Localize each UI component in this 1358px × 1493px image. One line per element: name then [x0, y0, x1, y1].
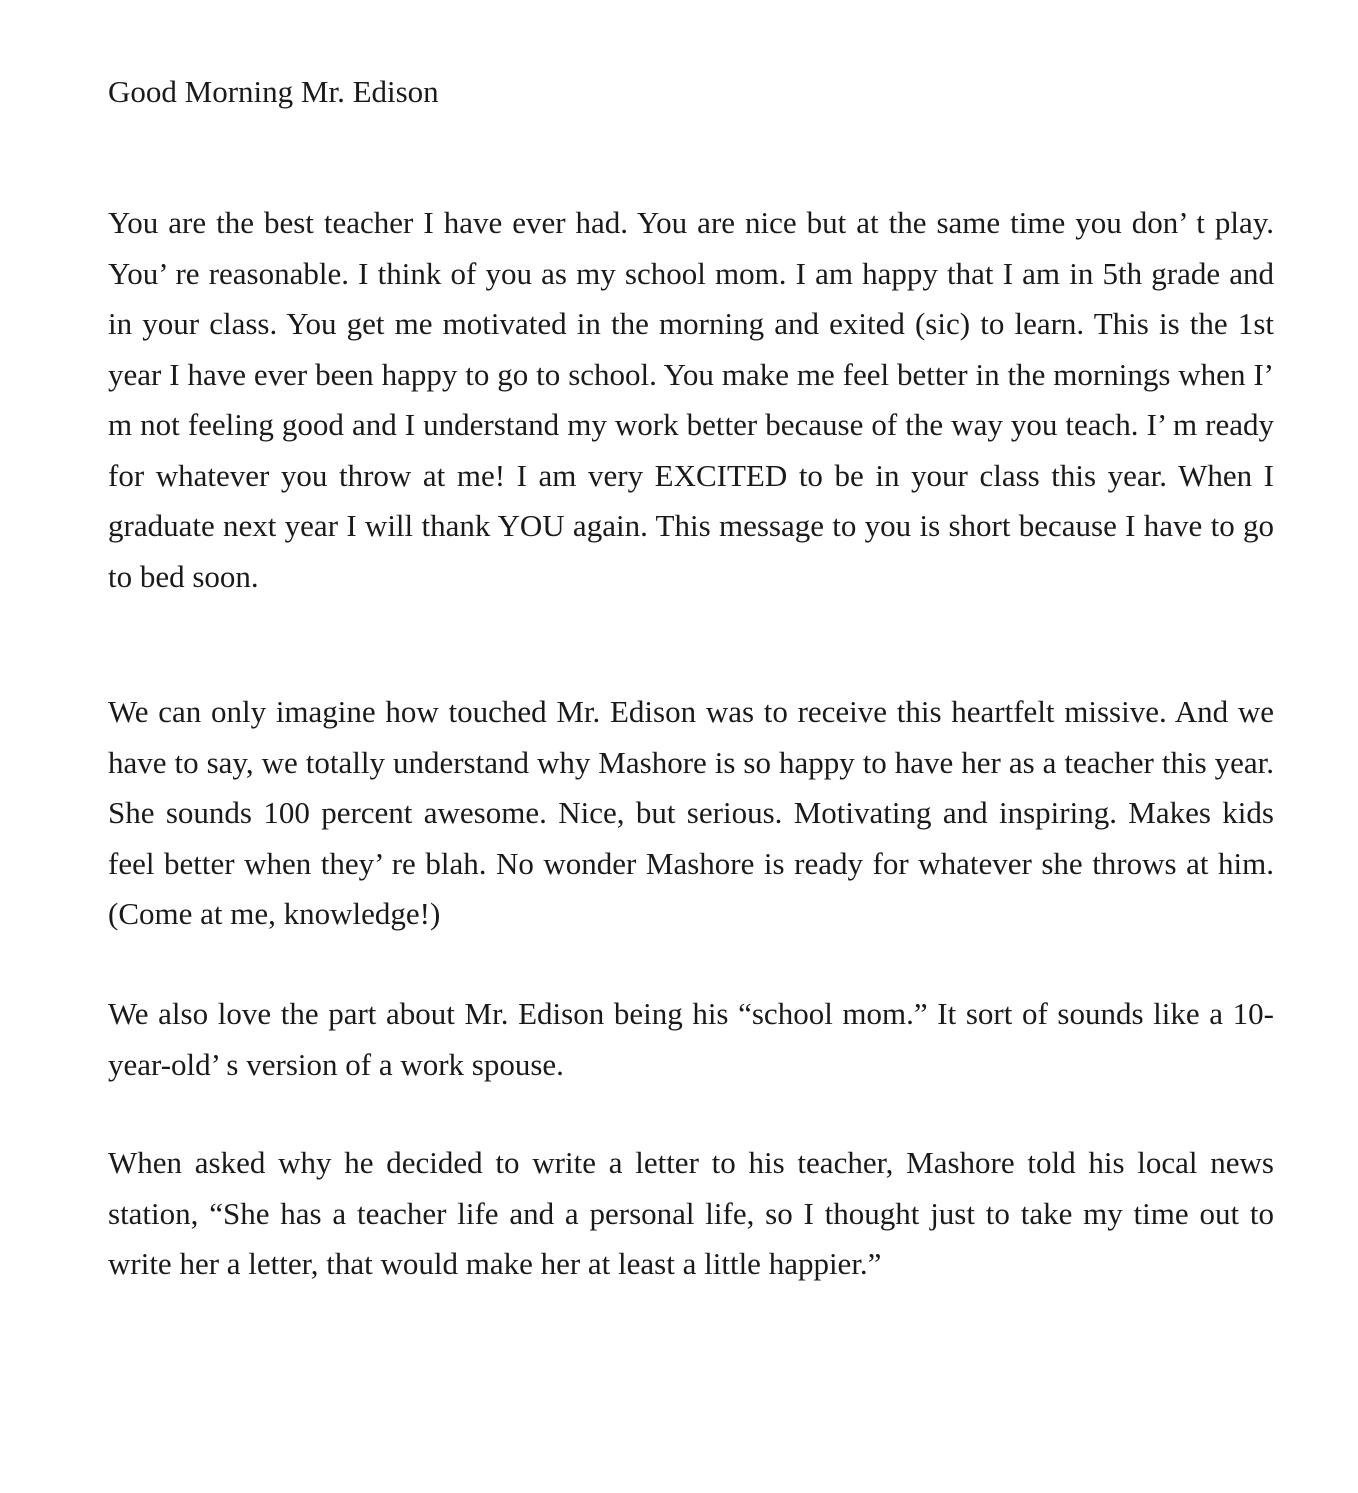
commentary-paragraph: We also love the part about Mr. Edison being his “school mom.” It sort of sounds like a 10-year-old’ s version of a work spouse.: [108, 996, 1274, 1082]
letter-greeting: Good Morning Mr. Edison: [108, 74, 439, 109]
commentary-paragraph: When asked why he decided to write a letter to his teacher, Mashore told his local news station, “She has a teacher life and a personal life, so I thought just to take my time out to write her a letter, that would make her at least a little happier.”: [108, 1145, 1274, 1281]
commentary-paragraph: We can only imagine how touched Mr. Edison was to receive this heartfelt missive. And we have to say, we totally understand why Mashore is so happy to have her as a teacher this year. She sounds 100 percent awesome. Nice, but serious. Motivating and inspiring. Makes kids feel better when they’ re blah. No wonder Mashore is ready for whatever she throws at him. (Come at me, knowledge!): [108, 694, 1274, 931]
letter-body-paragraph: You are the best teacher I have ever had. You are nice but at the same time you don’ t play. You’ re reasonable. I think of you as my school mom. I am happy that I am in 5th grade and in your class. You get me motivated in the morning and exited (sic) to learn. This is the 1st year I have ever been happy to go to school. You make me feel better in the mornings when I’ m not feeling good and I understand my work better because of the way you teach. I’ m ready for whatever you throw at me! I am very EXCITED to be in your class this year. When I graduate next year I will thank YOU again. This message to you is short because I have to go to bed soon.: [108, 205, 1274, 594]
